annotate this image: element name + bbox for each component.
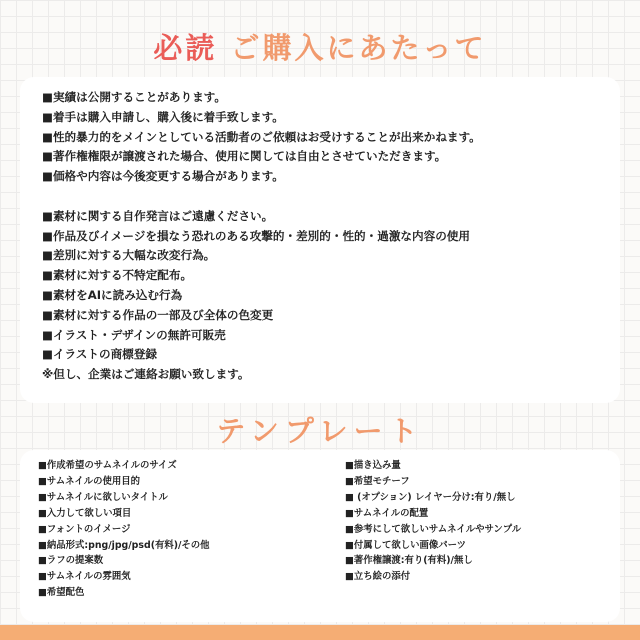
note-item: ■価格や内容は今後変更する場合があります。 [42, 169, 284, 184]
note-item: ■著作権権限が譲渡された場合、使用に関しては自由とさせていただきます。 [42, 149, 447, 164]
note-item: ■素材をAIに読み込む行為 [42, 287, 183, 302]
note-item: ※但し、企業はご連絡お願い致します。 [42, 367, 250, 382]
notes-spacer [42, 187, 612, 207]
template-title: テンプレート [216, 414, 424, 448]
template-item: ■描き込み量 [345, 460, 401, 471]
notes-list [42, 88, 612, 385]
template-list-left [38, 458, 210, 601]
title-main-text: ご購入にあたって [230, 31, 487, 65]
template-item: ■ (オプション) レイヤー分け:有り/無し [345, 491, 516, 503]
template-item: ■立ち絵の添付 [345, 571, 411, 583]
template-item: ■サムネイルの配置 [345, 507, 429, 519]
note-item: ■実績は公開することがあります。 [42, 90, 226, 104]
template-item: ■付属して欲しい画像パーツ [345, 539, 466, 551]
title-emphasis: 必読 [153, 31, 218, 65]
note-item: ■性的暴力的をメインとしている活動者のご依頼はお受けすることが出来かねます。 [42, 129, 481, 144]
template-item: ■希望配色 [38, 587, 85, 599]
template-item: ■入力して欲しい項目 [38, 507, 132, 519]
note-item: ■素材に関する自作発言はご遠慮ください。 [42, 208, 274, 223]
template-item: ■参考にして欲しいサムネイルやサンプル [345, 523, 522, 535]
page-title [0, 26, 640, 66]
template-item: ■著作権譲渡:有り(有料)/無し [345, 555, 473, 567]
note-item: ■イラスト・デザインの無許可販売 [42, 327, 226, 342]
note-item: ■イラストの商標登録 [42, 347, 157, 362]
template-item: ■サムネイルに欲しいタイトル [38, 491, 168, 503]
template-list-right [345, 458, 521, 585]
note-item: ■素材に対する作品の一部及び全体の色変更 [42, 307, 274, 322]
template-item: ■サムネイルの雰囲気 [38, 571, 131, 583]
note-item: ■作品及びイメージを損なう恐れのある攻撃的・差別的・性的・過激な内容の使用 [42, 228, 470, 243]
note-item: ■着手は購入申請し、購入後に着手致します。 [42, 109, 284, 124]
template-item: ■納品形式:png/jpg/psd(有料)/その他 [38, 539, 210, 551]
note-item: ■差別に対する大幅な改変行為。 [42, 248, 216, 263]
template-item: ■作成希望のサムネイルのサイズ [38, 460, 177, 471]
template-item: ■サムネイルの使用目的 [38, 475, 140, 487]
template-item: ■ラフの提案数 [38, 555, 104, 567]
note-item: ■素材に対する不特定配布。 [42, 268, 193, 283]
template-item: ■希望モチーフ [345, 475, 410, 487]
template-item: ■フォントのイメージ [38, 523, 131, 535]
